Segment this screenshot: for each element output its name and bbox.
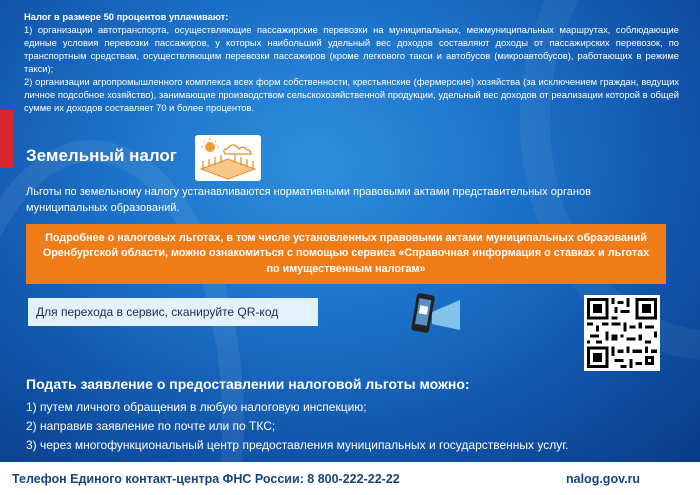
profit-tax-heading: Налог в размере 50 процентов уплачивают:: [24, 11, 229, 22]
profit-tax-text: [24, 10, 679, 114]
list-item: 2) направив заявление по почте или по ТКС;: [26, 419, 276, 433]
website-link[interactable]: nalog.gov.ru: [566, 472, 641, 486]
land-tax-title: Земельный налог: [26, 146, 177, 165]
qr-prompt-text: Для перехода в сервис, сканируйте QR-код: [36, 305, 279, 319]
red-accent-tab: [0, 110, 14, 168]
list-item: 1) путем личного обращения в любую налоговую инспекцию;: [26, 400, 367, 414]
apply-title: Подать заявление о предоставлении налоговой льготы можно:: [26, 376, 470, 392]
land-plot-icon: [195, 135, 261, 181]
profit-tax-paragraph-1: 1) организации автотранспорта, осуществляющие пассажирские перевозки на муниципальных, межмуниципальных маршрутах, соблюдающие единые условия перевозки пассажиров, у которых наибольший удельный вес доходов составляют доходы от пассажирских перевозок, по транспортным средствам, осуществляющим перевозки пассажиров (кроме легкового такси и автобусов (микроавтобусов), работающих в режиме такси);: [24, 24, 679, 74]
info-box: [26, 224, 666, 284]
list-item: 3) через многофункциональный центр предоставления муниципальных и государственных услуг.: [26, 438, 569, 452]
contact-phone: Телефон Единого контакт-центра ФНС России: 8 800-222-22-22: [12, 472, 400, 486]
info-box-text: Подробнее о налоговых льготах, в том числе установленных правовыми актами муниципальных образований Оренбургской области, можно ознакомиться с помощью сервиса «Справочная информация о ставках и льготах по имущественным налогам»: [42, 231, 650, 275]
qr-prompt-label: [28, 298, 318, 326]
footer: [0, 462, 700, 495]
apply-methods-list: [26, 398, 568, 455]
qr-code-icon[interactable]: [584, 295, 660, 371]
profit-tax-paragraph-2: 2) организации агропромышленного комплекса всех форм собственности, крестьянские (фермерские) хозяйства (за исключением граждан, ведущих личное подсобное хозяйство), занимающие производством сельскохозяйственной продукции, удельный вес доходов от реализации которой в общей сумме их доходов составляет 70 и более процентов.: [24, 76, 679, 113]
land-tax-description: Льготы по земельному налогу устанавливаются нормативными правовыми актами представительных органов муниципальных образований.: [26, 186, 591, 214]
phone-scan-icon: [404, 290, 462, 336]
